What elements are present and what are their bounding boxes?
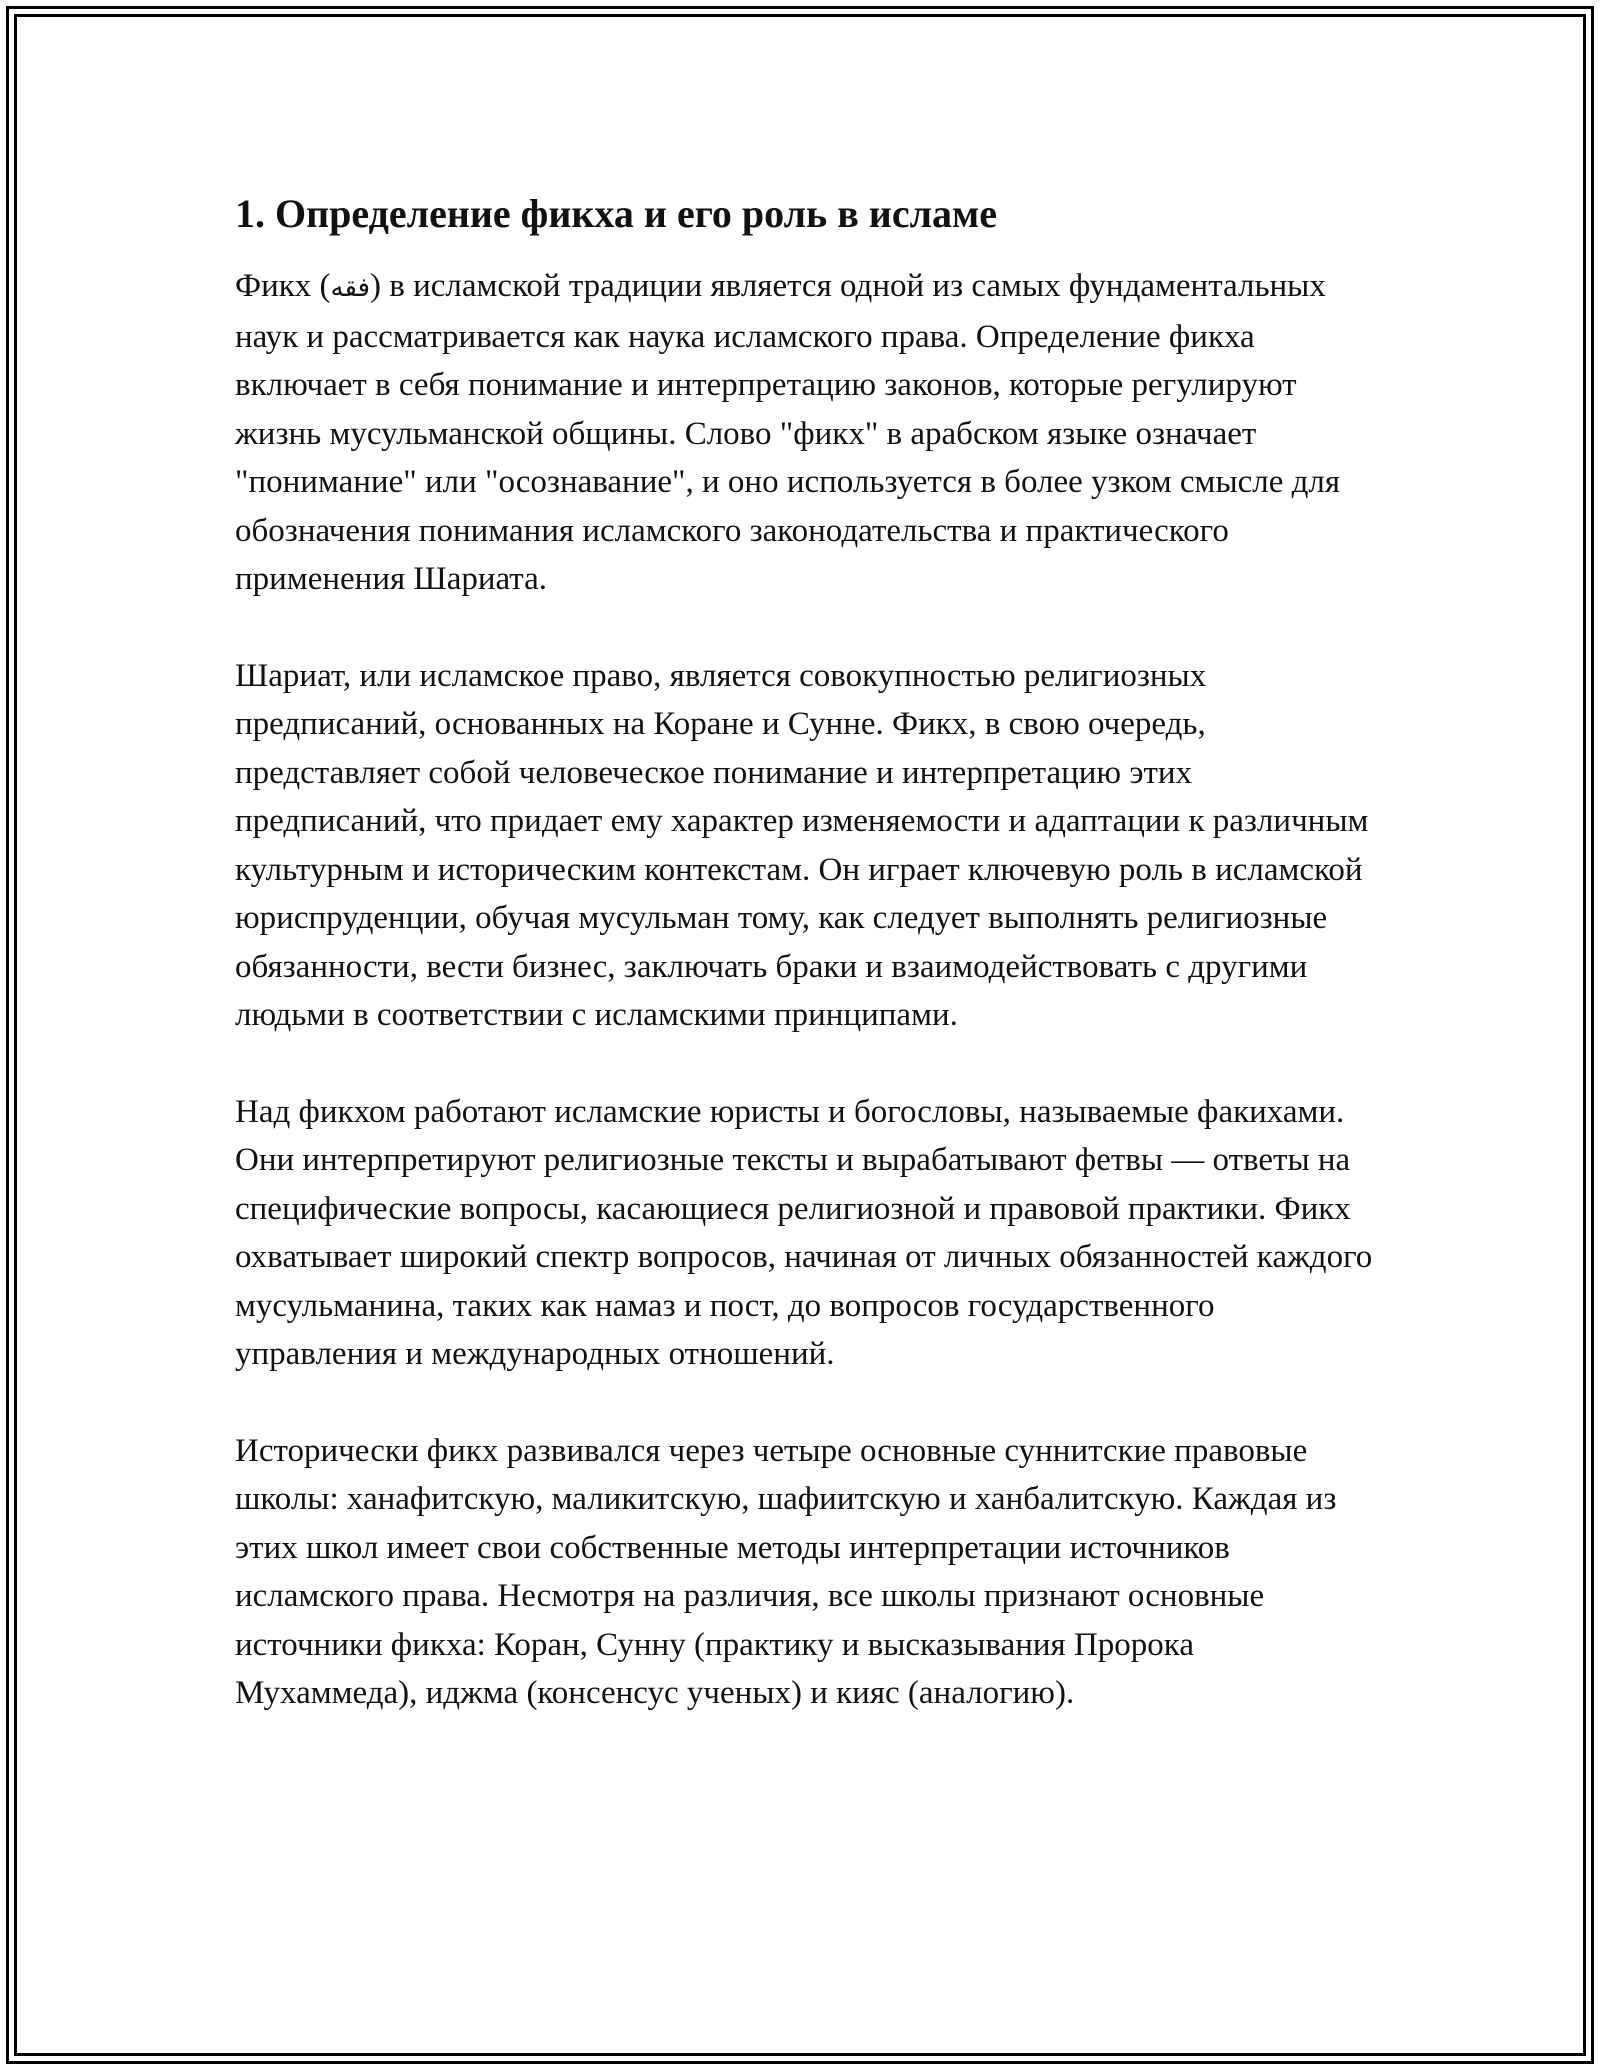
paragraph-faqihs: Над фикхом работают исламские юристы и богословы, называемые факихами. Они интерпретируют религиозные тексты и вырабатывают фетвы — ответы на специфические вопросы, касающиеся религиозной и правовой практики. Фикх охватывает широкий спектр вопросов, начиная от личных обязанностей каждого мусульманина, таких как намаз и пост, до вопросов государственного управления и международных отношений.	[235, 1093, 1373, 1372]
paragraph-definition-start: Фикх (	[235, 268, 331, 304]
paragraph-schools: Исторически фикх развивался через четыре основные суннитские правовые школы: ханафитскую, маликитскую, шафиитскую и ханбалитскую. Каждая из этих школ имеет свои собственные методы интерпретации источников исламского права. Несмотря на различия, все школы признают основные источники фикха: Коран, Сунну (практику и высказывания Пророка Мухаммеда), иджма (консенсус ученых) и кияс (аналогию).	[235, 1432, 1337, 1711]
paragraph-definition-rest: ) в исламской традиции является одной из самых фундаментальных наук и рассматривается как наука исламского права. Определение фикха включает в себя понимание и интерпретацию законов, которые регулируют жизнь мусульманской общины. Слово "фикх" в арабском языке означает "понимание" или "осознавание", и оно используется в более узком смысле для обозначения понимания исламского законодательства и практического применения Шариата.	[235, 268, 1341, 597]
paragraph-sharia: Шариат, или исламское право, является совокупностью религиозных предписаний, основанных на Коране и Сунне. Фикх, в свою очередь, представляет собой человеческое понимание и интерпретацию этих предписаний, что придает ему характер изменяемости и адаптации к различным культурным и историческим контекстам. Он играет ключевую роль в исламской юриспруденции, обучая мусульман тому, как следует выполнять религиозные обязанности, вести бизнес, заключать браки и взаимодействовать с другими людьми в соответствии с исламскими принципами.	[235, 657, 1369, 1033]
arabic-term: فقه	[330, 273, 371, 303]
paragraph-definition	[235, 262, 1375, 604]
document-body	[235, 188, 1375, 1766]
section-heading: 1. Определение фикха и его роль в исламе	[235, 191, 998, 236]
